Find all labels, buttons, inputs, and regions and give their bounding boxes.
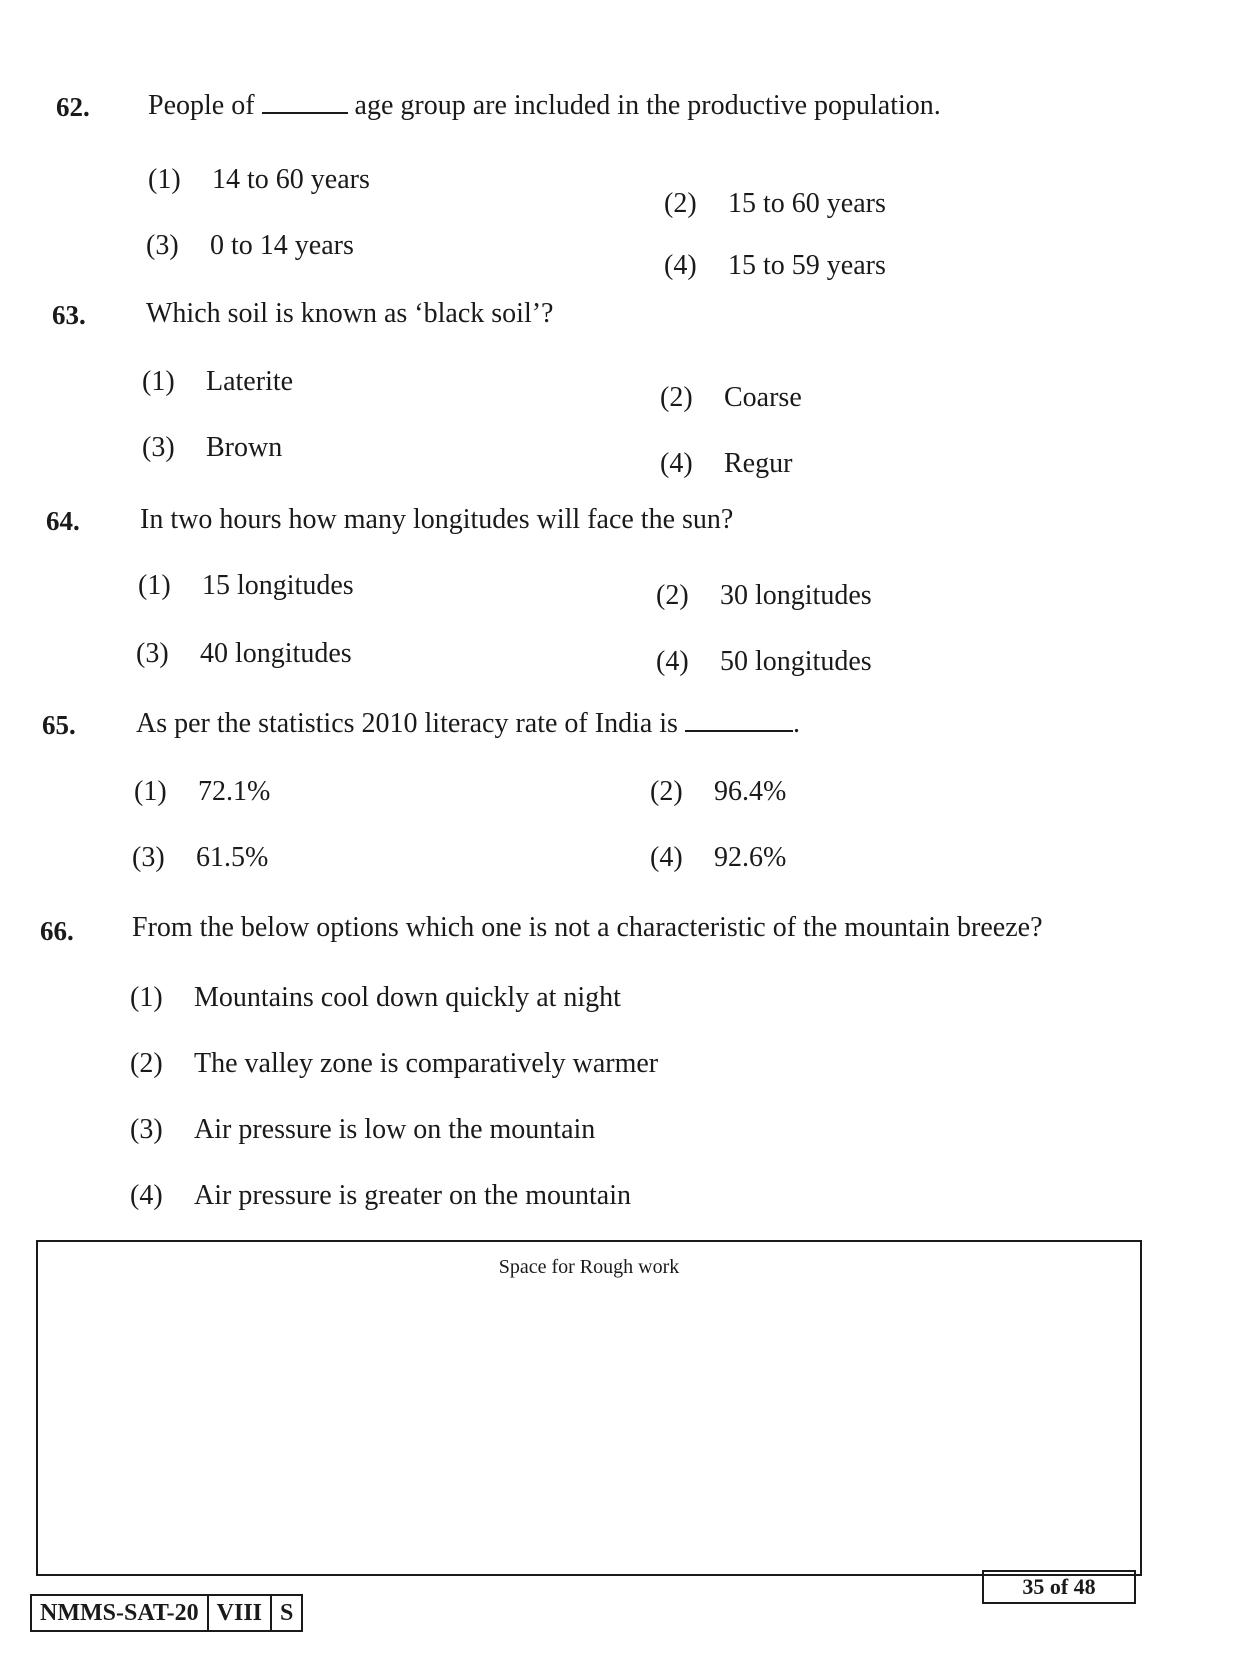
option-1 xyxy=(138,570,354,602)
option-text: Laterite xyxy=(206,366,294,397)
option-text: The valley zone is comparatively warmer xyxy=(194,1048,659,1079)
option-index: (2) xyxy=(664,188,697,219)
option-1 xyxy=(134,776,270,808)
question-text-before: As per the statistics 2010 literacy rate of India is xyxy=(136,708,678,739)
class-code: VIII xyxy=(207,1596,270,1630)
question-text: In two hours how many longitudes will face the sun? xyxy=(140,504,734,535)
answer-blank xyxy=(685,708,793,732)
option-text: 14 to 60 years xyxy=(212,164,370,195)
option-index: (1) xyxy=(130,982,163,1013)
option-4 xyxy=(130,1180,631,1212)
option-index: (3) xyxy=(132,842,165,873)
rough-work-box xyxy=(36,1240,1142,1576)
option-index: (3) xyxy=(136,638,169,669)
option-4 xyxy=(664,250,886,282)
option-text: 72.1% xyxy=(198,776,271,807)
option-text: Mountains cool down quickly at night xyxy=(194,982,621,1013)
option-4 xyxy=(650,842,786,874)
option-index: (4) xyxy=(660,448,693,479)
option-text: 15 to 60 years xyxy=(728,188,886,219)
question-text: From the below options which one is not a characteristic of the mountain breeze? xyxy=(132,912,1043,943)
option-index: (2) xyxy=(650,776,683,807)
option-index: (3) xyxy=(146,230,179,261)
option-2 xyxy=(664,188,886,220)
rough-work-title: Space for Rough work xyxy=(498,1256,680,1278)
option-text: Air pressure is low on the mountain xyxy=(194,1114,596,1145)
option-text: 61.5% xyxy=(196,842,269,873)
option-text: 0 to 14 years xyxy=(210,230,354,261)
question-text: Which soil is known as ‘black soil’? xyxy=(146,298,554,329)
option-index: (2) xyxy=(660,382,693,413)
paper-code xyxy=(30,1594,303,1632)
question-number: 66. xyxy=(40,916,74,946)
option-3 xyxy=(142,432,282,464)
option-1 xyxy=(130,982,621,1014)
option-4 xyxy=(660,448,792,480)
option-2 xyxy=(650,776,786,808)
option-index: (1) xyxy=(134,776,167,807)
option-index: (2) xyxy=(130,1048,163,1079)
option-index: (2) xyxy=(656,580,689,611)
option-3 xyxy=(130,1114,595,1146)
option-text: 40 longitudes xyxy=(200,638,352,669)
option-index: (1) xyxy=(142,366,175,397)
question-number: 64. xyxy=(46,506,80,536)
option-3 xyxy=(132,842,268,874)
question-text-after: age group are included in the productive population. xyxy=(354,90,941,121)
option-index: (4) xyxy=(664,250,697,281)
option-4 xyxy=(656,646,872,678)
option-index: (4) xyxy=(650,842,683,873)
option-2 xyxy=(656,580,872,612)
option-index: (1) xyxy=(148,164,181,195)
option-index: (3) xyxy=(142,432,175,463)
question-text xyxy=(148,90,941,122)
question-number: 65. xyxy=(42,710,76,740)
option-index: (4) xyxy=(130,1180,163,1211)
page-number: 35 of 48 xyxy=(982,1570,1136,1604)
option-text: 92.6% xyxy=(714,842,787,873)
option-1 xyxy=(142,366,293,398)
option-index: (4) xyxy=(656,646,689,677)
option-3 xyxy=(146,230,354,262)
question-number: 62. xyxy=(56,92,90,122)
version-code: S xyxy=(270,1596,301,1630)
question-text-before: People of xyxy=(148,90,255,121)
option-index: (1) xyxy=(138,570,171,601)
option-text: Brown xyxy=(206,432,283,463)
option-text: 15 to 59 years xyxy=(728,250,886,281)
option-text: Coarse xyxy=(724,382,802,413)
question-text-after: . xyxy=(792,708,800,739)
option-text: 96.4% xyxy=(714,776,787,807)
exam-code: NMMS-SAT-20 xyxy=(40,1600,199,1626)
option-text: 50 longitudes xyxy=(720,646,872,677)
option-text: Air pressure is greater on the mountain xyxy=(194,1180,631,1211)
option-text: 30 longitudes xyxy=(720,580,872,611)
option-text: 15 longitudes xyxy=(202,570,354,601)
option-2 xyxy=(130,1048,658,1080)
question-text xyxy=(136,708,800,740)
option-2 xyxy=(660,382,802,414)
option-3 xyxy=(136,638,352,670)
answer-blank xyxy=(262,90,348,114)
option-1 xyxy=(148,164,370,196)
option-index: (3) xyxy=(130,1114,163,1145)
question-number: 63. xyxy=(52,300,86,330)
option-text: Regur xyxy=(724,448,793,479)
